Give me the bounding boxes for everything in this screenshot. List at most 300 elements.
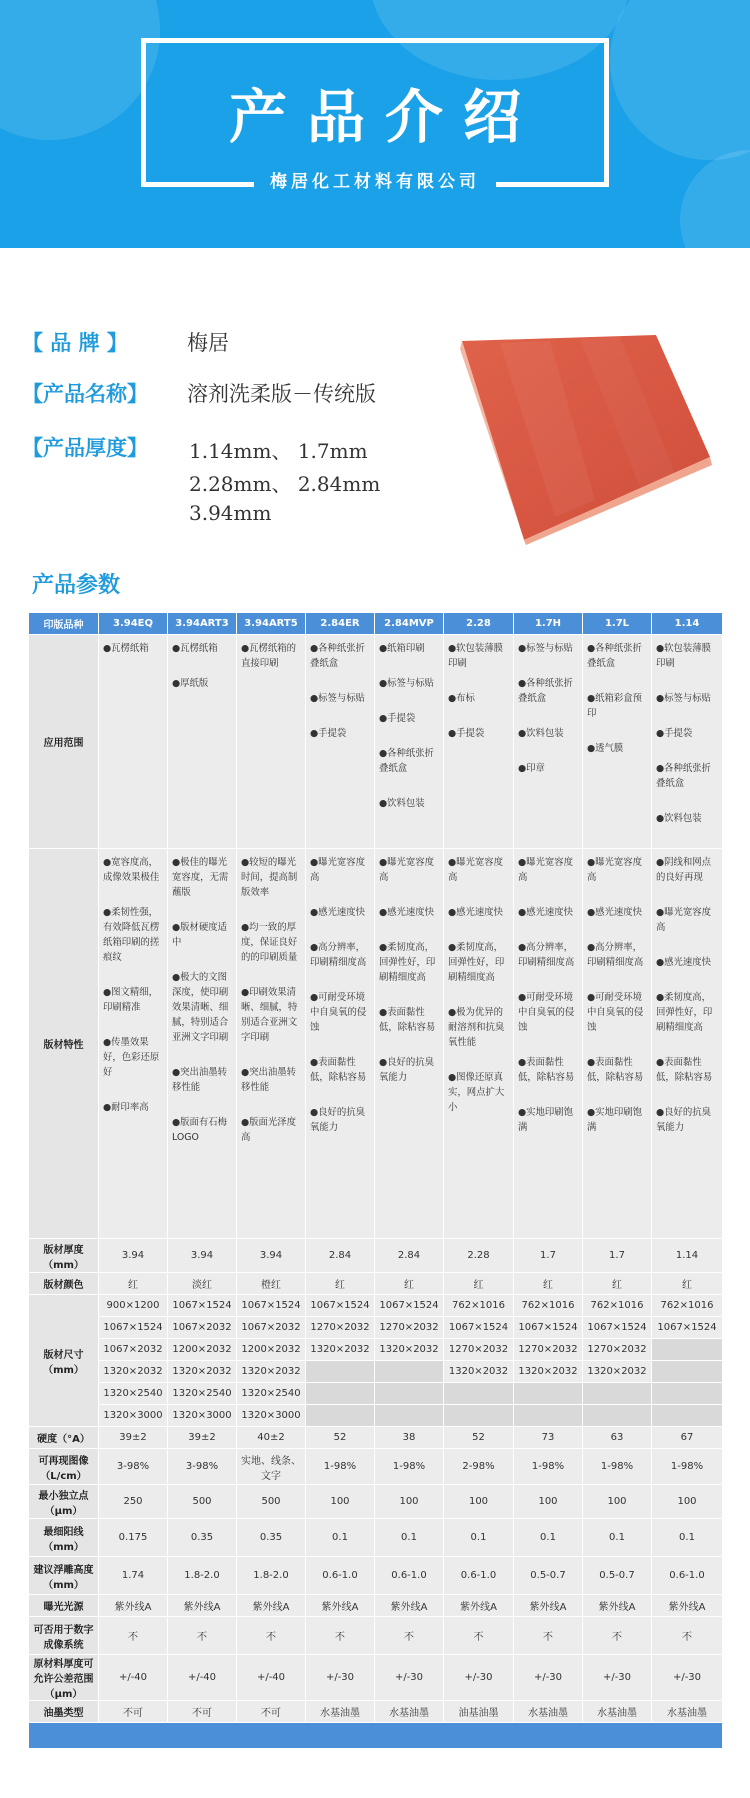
light-source-cell: 紫外线A: [444, 1595, 514, 1617]
size-cell: 1320×2540: [99, 1383, 168, 1405]
min-line-cell: 0.1: [375, 1519, 444, 1557]
features-item: ●曝光宽容度高: [310, 857, 366, 883]
plate-color-cell: 红: [306, 1273, 375, 1295]
hardness-cell: 67: [652, 1427, 723, 1449]
digital-imaging-cell: 不: [306, 1617, 375, 1655]
features-item: ●感光速度快: [448, 907, 504, 918]
digital-imaging-row: [29, 1617, 723, 1655]
size-cell: 1320×2032: [514, 1361, 583, 1383]
image-range-cell: 1-98%: [375, 1449, 444, 1485]
size-cell: 1067×2032: [99, 1339, 168, 1361]
application-item: ●厚纸版: [172, 678, 209, 689]
column-header-0: 3.94EQ: [99, 613, 168, 635]
size-cell: [652, 1405, 723, 1427]
application-item: ●各种纸张折叠纸盒: [518, 678, 574, 704]
hardness-cell: 52: [444, 1427, 514, 1449]
features-item: ●表面黏性低，除粘容易: [587, 1057, 644, 1083]
plate-thickness-cell: 3.94: [99, 1239, 168, 1273]
size-cell: 1320×2032: [306, 1339, 375, 1361]
tolerance-cell: +/-40: [168, 1655, 237, 1701]
size-cell: [306, 1361, 375, 1383]
plate-thickness-cell: 3.94: [237, 1239, 306, 1273]
min-line-cell: 0.1: [583, 1519, 652, 1557]
size-cell: [444, 1383, 514, 1405]
application-cell: [583, 635, 652, 849]
features-item: ●传墨效果好，色彩还原好: [103, 1037, 160, 1078]
image-range-cell: 1-98%: [652, 1449, 723, 1485]
min-line-cell: 0.1: [652, 1519, 723, 1557]
application-item: ●手提袋: [448, 728, 485, 739]
features-item: ●感光速度快: [656, 957, 712, 968]
size-row: [29, 1405, 723, 1427]
thickness-line-3: 3.94mm: [189, 501, 272, 525]
size-cell: 1200×2032: [237, 1339, 306, 1361]
features-item: ●感光速度快: [587, 907, 643, 918]
features-item: ●高分辨率，印刷精细度高: [587, 942, 644, 968]
features-item: ●感光速度快: [310, 907, 366, 918]
column-header-5: 2.28: [444, 613, 514, 635]
size-cell: [375, 1405, 444, 1427]
tolerance-cell: +/-30: [583, 1655, 652, 1701]
features-item: ●较短的曝光时间，提高制版效率: [241, 857, 298, 898]
features-item: ●曝光宽容度高: [587, 857, 643, 883]
application-item: ●瓦楞纸箱的直接印刷: [241, 643, 297, 669]
features-item: ●高分辨率，印刷精细度高: [310, 942, 367, 968]
application-cell: [444, 635, 514, 849]
features-item: ●极为优异的耐溶剂和抗臭氧性能: [448, 1007, 505, 1048]
plate-color-cell: 红: [514, 1273, 583, 1295]
size-cell: 762×1016: [514, 1295, 583, 1317]
column-header-8: 1.14: [652, 613, 723, 635]
size-cell: 1200×2032: [168, 1339, 237, 1361]
section-title: 产品参数: [32, 573, 121, 598]
size-cell: [583, 1405, 652, 1427]
features-item: ●实地印刷饱满: [587, 1107, 643, 1133]
size-cell: [514, 1405, 583, 1427]
plate-thickness-cell: 1.7: [583, 1239, 652, 1273]
size-cell: 1270×2032: [306, 1317, 375, 1339]
application-item: ●标签与标贴: [518, 643, 574, 654]
thickness-label: 【产品厚度】: [22, 436, 148, 460]
features-item: ●实地印刷饱满: [518, 1107, 574, 1133]
min-line-cell: 0.35: [237, 1519, 306, 1557]
features-item: ●高分辨率，印刷精细度高: [518, 942, 575, 968]
size-cell: 1320×2032: [583, 1361, 652, 1383]
size-cell: 1067×1524: [444, 1317, 514, 1339]
size-row: [29, 1339, 723, 1361]
application-row: [29, 635, 723, 849]
application-item: ●各种纸张折叠纸盒: [379, 748, 435, 774]
application-item: ●标签与标贴: [379, 678, 435, 689]
min-dot-cell: 500: [168, 1485, 237, 1519]
application-item: ●饮料包装: [518, 728, 564, 739]
size-cell: [306, 1383, 375, 1405]
min-dot-cell: 250: [99, 1485, 168, 1519]
tolerance-cell: +/-40: [237, 1655, 306, 1701]
image-range-row: [29, 1449, 723, 1485]
size-cell: [652, 1339, 723, 1361]
light-source-cell: 紫外线A: [168, 1595, 237, 1617]
application-item: ●手提袋: [379, 713, 416, 724]
image-range-cell: 2-98%: [444, 1449, 514, 1485]
features-item: ●良好的抗臭氧能力: [379, 1057, 435, 1083]
size-row: [29, 1361, 723, 1383]
digital-imaging-label: 可否用于数字成像系统: [29, 1617, 99, 1655]
application-cell: [375, 635, 444, 849]
light-source-cell: 紫外线A: [306, 1595, 375, 1617]
application-item: ●瓦楞纸箱: [103, 643, 149, 654]
ink-type-cell: 油基油墨: [444, 1701, 514, 1723]
features-item: ●耐印率高: [103, 1102, 149, 1113]
ink-type-cell: 水基油墨: [375, 1701, 444, 1723]
size-cell: 1320×3000: [168, 1405, 237, 1427]
digital-imaging-cell: 不: [168, 1617, 237, 1655]
ink-type-cell: 不可: [99, 1701, 168, 1723]
size-cell: 1067×1524: [99, 1317, 168, 1339]
hardness-row: [29, 1427, 723, 1449]
application-cell: [99, 635, 168, 849]
banner-title: 产品介绍: [228, 83, 541, 151]
application-item: ●透气膜: [587, 743, 624, 754]
hardness-cell: 63: [583, 1427, 652, 1449]
plate-color-cell: 淡红: [168, 1273, 237, 1295]
image-range-cell: 3-98%: [168, 1449, 237, 1485]
features-item: ●柔韧度高，回弹性好，印刷精细度高: [379, 942, 436, 983]
features-cell: [306, 849, 375, 1239]
features-item: ●印刷效果清晰、细腻，特别适合亚洲文字印刷: [241, 987, 298, 1043]
product-plate-image: [460, 335, 712, 545]
application-item: ●纸箱印刷: [379, 643, 425, 654]
size-cell: 1067×1524: [375, 1295, 444, 1317]
plate-color-label: 版材颜色: [29, 1273, 99, 1295]
features-item: ●极佳的曝光宽容度，无需蘸版: [172, 857, 229, 898]
digital-imaging-cell: 不: [99, 1617, 168, 1655]
size-cell: 762×1016: [652, 1295, 723, 1317]
size-cell: 762×1016: [444, 1295, 514, 1317]
column-header-7: 1.7L: [583, 613, 652, 635]
plate-color-cell: 红: [652, 1273, 723, 1295]
plate-color-cell: 红: [375, 1273, 444, 1295]
features-item: ●良好的抗臭氧能力: [310, 1107, 366, 1133]
thickness-line-1: 1.14mm、 1.7mm: [189, 439, 368, 463]
application-item: ●饮料包装: [379, 798, 425, 809]
product-name-label: 【产品名称】: [22, 382, 148, 406]
plate-color-cell: 红: [99, 1273, 168, 1295]
size-cell: 1270×2032: [375, 1317, 444, 1339]
features-item: ●曝光宽容度高: [379, 857, 435, 883]
tolerance-cell: +/-40: [99, 1655, 168, 1701]
digital-imaging-cell: 不: [444, 1617, 514, 1655]
light-source-row: [29, 1595, 723, 1617]
application-label: 应用范围: [29, 635, 99, 849]
digital-imaging-cell: 不: [375, 1617, 444, 1655]
size-cell: 1067×1524: [514, 1317, 583, 1339]
plate-thickness-cell: 1.14: [652, 1239, 723, 1273]
min-dot-cell: 100: [375, 1485, 444, 1519]
min-dot-cell: 500: [237, 1485, 306, 1519]
application-cell: [168, 635, 237, 849]
hardness-cell: 52: [306, 1427, 375, 1449]
min-line-row: [29, 1519, 723, 1557]
ink-type-cell: 水基油墨: [652, 1701, 723, 1723]
size-cell: [652, 1361, 723, 1383]
size-cell: 1067×1524: [306, 1295, 375, 1317]
relief-depth-cell: 0.6-1.0: [306, 1557, 375, 1595]
size-label: 版材尺寸（mm）: [29, 1295, 99, 1427]
size-cell: 1067×1524: [583, 1317, 652, 1339]
image-range-cell: 1-98%: [514, 1449, 583, 1485]
size-cell: [514, 1383, 583, 1405]
features-item: ●可耐受环境中自臭氧的侵蚀: [587, 992, 644, 1033]
features-item: ●感光速度快: [379, 907, 435, 918]
size-row: [29, 1383, 723, 1405]
features-item: ●版面光泽度高: [241, 1117, 297, 1143]
image-range-cell: 实地、线条、文字: [237, 1449, 306, 1485]
features-item: ●柔韧性强，有效降低瓦楞纸箱印刷的搓痕纹: [103, 907, 160, 963]
size-cell: 1320×2032: [375, 1339, 444, 1361]
application-item: ●各种纸张折叠纸盒: [587, 643, 643, 669]
digital-imaging-cell: 不: [652, 1617, 723, 1655]
size-cell: 1320×2540: [237, 1383, 306, 1405]
relief-depth-cell: 0.6-1.0: [444, 1557, 514, 1595]
ink-type-label: 油墨类型: [29, 1701, 99, 1723]
plate-color-cell: 红: [444, 1273, 514, 1295]
size-row: [29, 1317, 723, 1339]
size-cell: 762×1016: [583, 1295, 652, 1317]
light-source-cell: 紫外线A: [652, 1595, 723, 1617]
application-item: ●印章: [518, 763, 545, 774]
application-item: ●各种纸张折叠纸盒: [656, 763, 712, 789]
application-item: ●手提袋: [310, 728, 347, 739]
light-source-cell: 紫外线A: [99, 1595, 168, 1617]
features-item: ●良好的抗臭氧能力: [656, 1107, 712, 1133]
brand-label: 【 品 牌 】: [22, 331, 128, 355]
features-item: ●可耐受环境中自臭氧的侵蚀: [518, 992, 575, 1033]
features-item: ●版材硬度适中: [172, 922, 228, 948]
tolerance-label: 原材料厚度可允许公差范围（μm）: [29, 1655, 99, 1701]
light-source-label: 曝光光源: [29, 1595, 99, 1617]
size-cell: 1067×2032: [168, 1317, 237, 1339]
relief-depth-cell: 1.74: [99, 1557, 168, 1595]
min-line-cell: 0.35: [168, 1519, 237, 1557]
min-line-cell: 0.1: [514, 1519, 583, 1557]
plate-thickness-cell: 2.84: [306, 1239, 375, 1273]
size-cell: [444, 1405, 514, 1427]
table-footer-bar: [29, 1723, 723, 1749]
ink-type-cell: 水基油墨: [514, 1701, 583, 1723]
features-cell: [583, 849, 652, 1239]
min-line-cell: 0.1: [444, 1519, 514, 1557]
features-item: ●版面有石梅LOGO: [172, 1117, 228, 1143]
column-header-1: 3.94ART3: [168, 613, 237, 635]
features-cell: [237, 849, 306, 1239]
min-dot-cell: 100: [514, 1485, 583, 1519]
size-cell: 1320×3000: [99, 1405, 168, 1427]
size-row: [29, 1295, 723, 1317]
relief-depth-cell: 1.8-2.0: [168, 1557, 237, 1595]
tolerance-cell: +/-30: [514, 1655, 583, 1701]
features-item: ●柔韧度高，回弹性好，印刷精细度高: [656, 992, 713, 1033]
plate-thickness-row: [29, 1239, 723, 1273]
size-cell: [306, 1405, 375, 1427]
plate-color-row: [29, 1273, 723, 1295]
features-item: ●极大的文图深度，使印刷效果清晰、细腻，特别适合亚洲文字印刷: [172, 972, 229, 1043]
features-item: ●曝光宽容度高: [518, 857, 574, 883]
size-cell: 1067×1524: [652, 1317, 723, 1339]
hardness-cell: 38: [375, 1427, 444, 1449]
application-item: ●标签与标贴: [656, 693, 712, 704]
image-range-label: 可再现图像（L/cm）: [29, 1449, 99, 1485]
application-item: ●饮料包装: [656, 813, 702, 824]
application-item: ●纸箱彩盒预印: [587, 693, 643, 719]
features-cell: [99, 849, 168, 1239]
application-cell: [237, 635, 306, 849]
ink-type-cell: 水基油墨: [583, 1701, 652, 1723]
application-item: ●软包装薄膜印刷: [448, 643, 504, 669]
size-cell: 900×1200: [99, 1295, 168, 1317]
tolerance-cell: +/-30: [375, 1655, 444, 1701]
plate-thickness-cell: 2.28: [444, 1239, 514, 1273]
features-item: ●可耐受环境中自臭氧的侵蚀: [310, 992, 367, 1033]
relief-depth-label: 建议浮雕高度（mm）: [29, 1557, 99, 1595]
features-item: ●表面黏性低，除粘容易: [379, 1007, 436, 1033]
features-item: ●曝光宽容度高: [448, 857, 504, 883]
size-cell: 1067×1524: [237, 1295, 306, 1317]
brand-value: 梅居: [187, 331, 229, 355]
application-cell: [652, 635, 723, 849]
size-cell: [375, 1383, 444, 1405]
relief-depth-cell: 0.6-1.0: [652, 1557, 723, 1595]
company-name: 梅居化工材料有限公司: [270, 172, 480, 192]
features-cell: [168, 849, 237, 1239]
hardness-cell: 73: [514, 1427, 583, 1449]
min-line-label: 最细阳线（mm）: [29, 1519, 99, 1557]
features-item: ●突出油墨转移性能: [241, 1067, 297, 1093]
table-footer-row: [29, 1723, 723, 1749]
features-item: ●突出油墨转移性能: [172, 1067, 228, 1093]
features-item: ●宽容度高，成像效果极佳: [103, 857, 160, 883]
features-cell: [375, 849, 444, 1239]
features-item: ●感光速度快: [518, 907, 574, 918]
plate-color-cell: 红: [583, 1273, 652, 1295]
table-header-row: [29, 613, 723, 635]
min-dot-row: [29, 1485, 723, 1519]
column-header-4: 2.84MVP: [375, 613, 444, 635]
features-item: ●曝光宽容度高: [656, 907, 712, 933]
features-item: ●表面黏性低，除粘容易: [518, 1057, 575, 1083]
min-dot-cell: 100: [652, 1485, 723, 1519]
header-label-cell: 印版品种: [29, 613, 99, 635]
tolerance-cell: +/-30: [444, 1655, 514, 1701]
image-range-cell: 1-98%: [583, 1449, 652, 1485]
relief-depth-row: [29, 1557, 723, 1595]
size-cell: 1320×2032: [444, 1361, 514, 1383]
tolerance-row: [29, 1655, 723, 1701]
relief-depth-cell: 0.6-1.0: [375, 1557, 444, 1595]
column-header-3: 2.84ER: [306, 613, 375, 635]
thickness-line-2: 2.28mm、 2.84mm: [189, 472, 381, 496]
features-item: ●表面黏性低，除粘容易: [310, 1057, 367, 1083]
ink-type-cell: 水基油墨: [306, 1701, 375, 1723]
plate-thickness-label: 版材厚度（mm）: [29, 1239, 99, 1273]
min-dot-label: 最小独立点（μm）: [29, 1485, 99, 1519]
features-cell: [514, 849, 583, 1239]
size-cell: [652, 1383, 723, 1405]
size-cell: 1067×1524: [168, 1295, 237, 1317]
application-item: ●手提袋: [656, 728, 693, 739]
size-cell: [583, 1383, 652, 1405]
plate-thickness-cell: 2.84: [375, 1239, 444, 1273]
light-source-cell: 紫外线A: [514, 1595, 583, 1617]
features-row: [29, 849, 723, 1239]
application-item: ●标签与标贴: [310, 693, 366, 704]
ink-type-cell: 不可: [237, 1701, 306, 1723]
light-source-cell: 紫外线A: [237, 1595, 306, 1617]
features-item: ●均一致的厚度，保证良好的的印刷质量: [241, 922, 298, 963]
relief-depth-cell: 0.5-0.7: [583, 1557, 652, 1595]
relief-depth-cell: 1.8-2.0: [237, 1557, 306, 1595]
image-range-cell: 3-98%: [99, 1449, 168, 1485]
digital-imaging-cell: 不: [514, 1617, 583, 1655]
application-cell: [306, 635, 375, 849]
min-line-cell: 0.1: [306, 1519, 375, 1557]
features-item: ●表面黏性低，除粘容易: [656, 1057, 713, 1083]
column-header-2: 3.94ART5: [237, 613, 306, 635]
spec-table: [28, 612, 723, 1749]
size-cell: [375, 1361, 444, 1383]
features-cell: [652, 849, 723, 1239]
application-item: ●各种纸张折叠纸盒: [310, 643, 366, 669]
digital-imaging-cell: 不: [583, 1617, 652, 1655]
features-item: ●图文精细，印刷精准: [103, 987, 159, 1013]
plate-thickness-cell: 3.94: [168, 1239, 237, 1273]
light-source-cell: 紫外线A: [375, 1595, 444, 1617]
tolerance-cell: +/-30: [306, 1655, 375, 1701]
application-cell: [514, 635, 583, 849]
features-label: 版材特性: [29, 849, 99, 1239]
size-cell: 1067×2032: [237, 1317, 306, 1339]
application-item: ●瓦楞纸箱: [172, 643, 218, 654]
ink-type-row: [29, 1701, 723, 1723]
column-header-6: 1.7H: [514, 613, 583, 635]
application-item: ●软包装薄膜印刷: [656, 643, 712, 669]
size-cell: 1270×2032: [514, 1339, 583, 1361]
size-cell: 1320×2032: [237, 1361, 306, 1383]
features-item: ●阴线和网点的良好再现: [656, 857, 712, 883]
size-cell: 1320×3000: [237, 1405, 306, 1427]
features-item: ●图像还原真实，网点扩大小: [448, 1072, 505, 1113]
product-name-value: 溶剂洗柔版－传统版: [187, 382, 376, 406]
min-dot-cell: 100: [583, 1485, 652, 1519]
min-dot-cell: 100: [306, 1485, 375, 1519]
min-line-cell: 0.175: [99, 1519, 168, 1557]
hardness-cell: 39±2: [168, 1427, 237, 1449]
light-source-cell: 紫外线A: [583, 1595, 652, 1617]
size-cell: 1320×2032: [99, 1361, 168, 1383]
plate-thickness-cell: 1.7: [514, 1239, 583, 1273]
size-cell: 1320×2032: [168, 1361, 237, 1383]
header-banner: [0, 0, 750, 248]
features-cell: [444, 849, 514, 1239]
size-cell: 1320×2540: [168, 1383, 237, 1405]
min-dot-cell: 100: [444, 1485, 514, 1519]
ink-type-cell: 不可: [168, 1701, 237, 1723]
tolerance-cell: +/-30: [652, 1655, 723, 1701]
digital-imaging-cell: 不: [237, 1617, 306, 1655]
hardness-label: 硬度（°A）: [29, 1427, 99, 1449]
size-cell: 1270×2032: [583, 1339, 652, 1361]
relief-depth-cell: 0.5-0.7: [514, 1557, 583, 1595]
